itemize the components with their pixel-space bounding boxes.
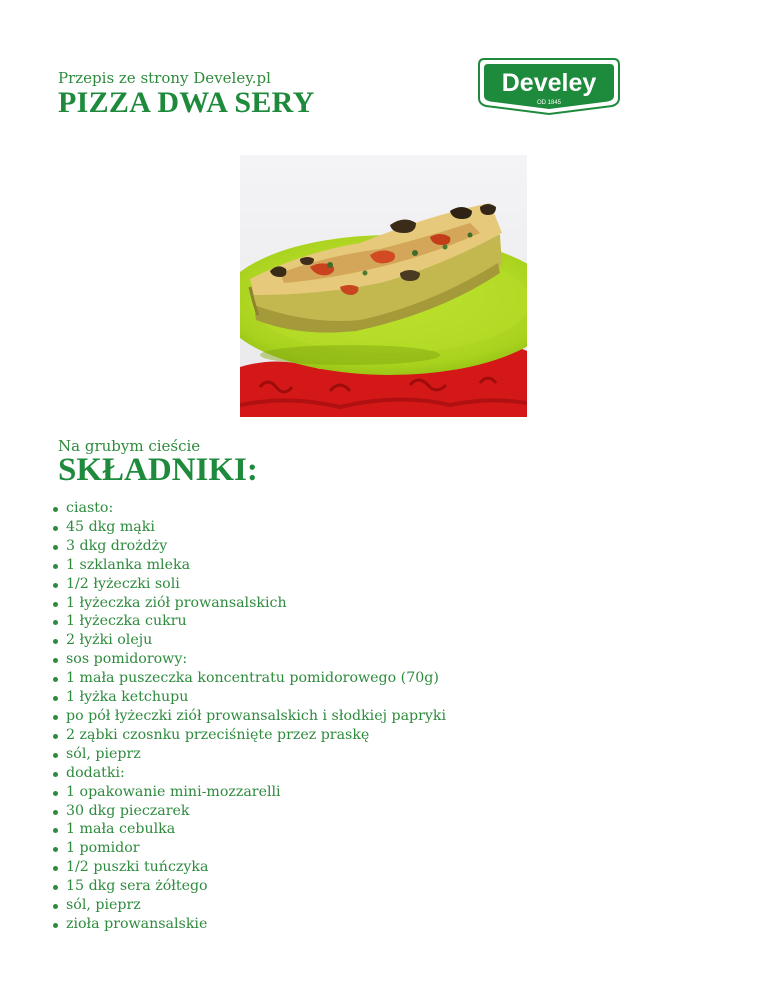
develey-logo xyxy=(476,56,622,116)
ingredient-item: 1 łyżka ketchupu xyxy=(50,688,446,707)
ingredient-item: sól, pieprz xyxy=(50,896,446,915)
ingredient-item: 1 szklanka mleka xyxy=(50,556,446,575)
ingredient-item: 1 mała puszeczka koncentratu pomidorowego (70g) xyxy=(50,669,446,688)
ingredient-item: 1 łyżeczka ziół prowansalskich xyxy=(50,594,446,613)
ingredient-item: sól, pieprz xyxy=(50,745,446,764)
ingredient-item: 3 dkg drożdży xyxy=(50,537,446,556)
ingredient-item: 1 łyżeczka cukru xyxy=(50,612,446,631)
ingredient-item: dodatki: xyxy=(50,764,446,783)
ingredient-item: 1/2 puszki tuńczyka xyxy=(50,858,446,877)
ingredient-item: 1 opakowanie mini-mozzarelli xyxy=(50,783,446,802)
ingredient-item: 30 dkg pieczarek xyxy=(50,802,446,821)
source-line: Przepis ze strony Develey.pl xyxy=(58,69,271,87)
recipe-title: PIZZA DWA SERY xyxy=(58,86,315,119)
pizza-photo xyxy=(240,155,527,417)
ingredient-item: 1 mała cebulka xyxy=(50,820,446,839)
ingredient-item: sos pomidorowy: xyxy=(50,650,446,669)
ingredient-item: 1/2 łyżeczki soli xyxy=(50,575,446,594)
ingredient-item: 15 dkg sera żółtego xyxy=(50,877,446,896)
ingredient-item: po pół łyżeczki ziół prowansalskich i słodkiej papryki xyxy=(50,707,446,726)
ingredient-item: zioła prowansalskie xyxy=(50,915,446,934)
ingredient-item: 2 ząbki czosnku przeciśnięte przez praskę xyxy=(50,726,446,745)
ingredient-item: 2 łyżki oleju xyxy=(50,631,446,650)
ingredient-item: 45 dkg mąki xyxy=(50,518,446,537)
ingredients-list xyxy=(50,499,446,934)
ingredient-item: ciasto: xyxy=(50,499,446,518)
recipe-subtitle: Na grubym cieście xyxy=(58,437,201,455)
ingredients-heading: SKŁADNIKI: xyxy=(58,452,258,488)
ingredient-item: 1 pomidor xyxy=(50,839,446,858)
logo-tagline: OD 1845 xyxy=(536,100,562,106)
logo-brand: Develey xyxy=(501,69,597,97)
